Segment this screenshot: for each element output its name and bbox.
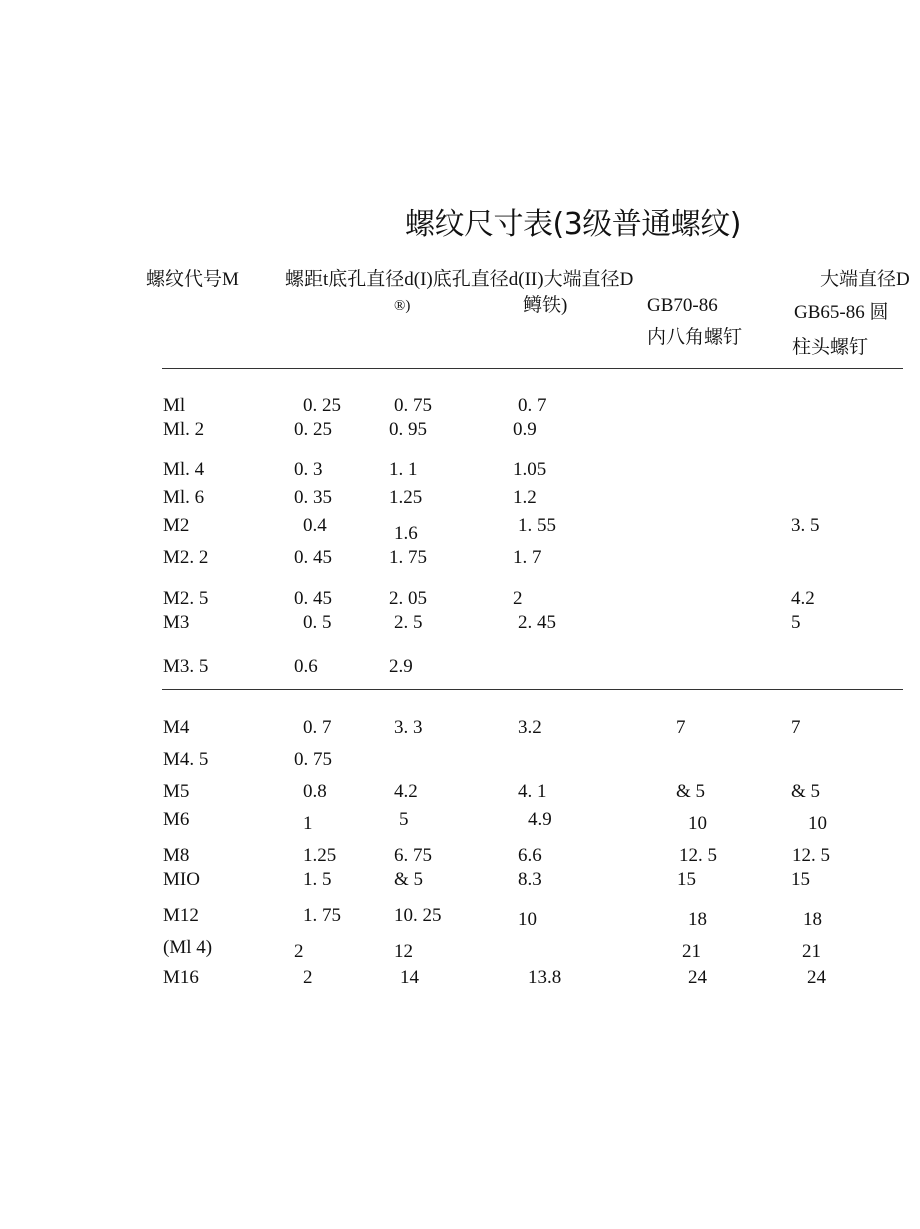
cell-thread-code: M6: [163, 809, 190, 830]
cell-d2: 1.2: [513, 487, 537, 508]
cell-thread-code: MIO: [163, 869, 200, 890]
cell-d2: 8.3: [518, 869, 542, 890]
cell-thread-code: (Ml 4): [163, 937, 213, 958]
cell-d65: 3. 5: [791, 515, 820, 536]
cell-d65: & 5: [791, 781, 821, 802]
cell-pitch: 0. 45: [294, 547, 332, 568]
cell-pitch: 1.25: [303, 845, 337, 866]
cell-d65: 7: [791, 717, 801, 738]
cell-pitch: 0.4: [303, 515, 327, 536]
cell-pitch: 2: [294, 941, 304, 962]
cell-d1: 2. 5: [394, 612, 423, 633]
cell-pitch: 0.6: [294, 656, 318, 677]
cell-d70: 12. 5: [679, 845, 717, 866]
cell-d1: 0. 95: [389, 419, 427, 440]
cell-d1: 12: [394, 941, 413, 962]
header-d1-note: ®): [394, 298, 411, 314]
cell-d65: 12. 5: [792, 845, 830, 866]
cell-thread-code: M4: [163, 717, 190, 738]
header-gb70-standard: GB70-86: [647, 295, 718, 316]
cell-d2: 1. 7: [513, 547, 542, 568]
cell-d1: 6. 75: [394, 845, 432, 866]
cell-pitch: 0. 35: [294, 487, 332, 508]
cell-d1: 2. 05: [389, 588, 427, 609]
cell-d1: 0. 75: [394, 395, 432, 416]
cell-thread-code: M3: [163, 612, 190, 633]
cell-thread-code: M3. 5: [163, 656, 209, 677]
cell-d65: 10: [808, 813, 827, 834]
cell-thread-code: Ml. 2: [163, 419, 205, 440]
cell-d2: 4.9: [528, 809, 552, 830]
cell-pitch: 0. 25: [294, 419, 332, 440]
header-pitch-and-diameters: 螺距t底孔直径d(I)底孔直径d(II)大端直径D: [285, 269, 634, 290]
cell-d1: 10. 25: [394, 905, 442, 926]
cell-d2: 13.8: [528, 967, 562, 988]
cell-thread-code: M2: [163, 515, 190, 536]
cell-thread-code: M2. 5: [163, 588, 209, 609]
cell-pitch: 1: [303, 813, 313, 834]
cell-d2: 1. 55: [518, 515, 556, 536]
cell-pitch: 1. 75: [303, 905, 341, 926]
cell-thread-code: M8: [163, 845, 190, 866]
cell-d65: 18: [803, 909, 822, 930]
cell-pitch: 0. 3: [294, 459, 323, 480]
cell-thread-code: M2. 2: [163, 547, 209, 568]
cell-thread-code: Ml. 6: [163, 487, 205, 508]
cell-thread-code: Ml. 4: [163, 459, 205, 480]
cell-pitch: 2: [303, 967, 313, 988]
cell-d70: 21: [682, 941, 701, 962]
cell-d2: 3.2: [518, 717, 542, 738]
header-gb70-screw-type: 内八角螺钉: [647, 327, 743, 348]
cell-d70: 18: [688, 909, 707, 930]
cell-d65: 15: [791, 869, 810, 890]
cell-d1: 5: [399, 809, 409, 830]
cell-pitch: 0. 7: [303, 717, 332, 738]
cell-thread-code: M4. 5: [163, 749, 209, 770]
cell-thread-code: M5: [163, 781, 190, 802]
cell-pitch: 1. 5: [303, 869, 332, 890]
cell-d1: 14: [400, 967, 419, 988]
cell-pitch: 0. 25: [303, 395, 341, 416]
cell-d2: 1.05: [513, 459, 547, 480]
header-d2-note: 鳟铁): [523, 295, 568, 316]
cell-thread-code: M16: [163, 967, 199, 988]
cell-d70: 10: [688, 813, 707, 834]
cell-d1: 4.2: [394, 781, 418, 802]
cell-d1: 1.6: [394, 523, 418, 544]
header-major-diameter-d65: 大端直径D: [820, 269, 910, 290]
page-title: 螺纹尺寸表(3级普通螺纹): [405, 207, 741, 242]
cell-pitch: 0. 5: [303, 612, 332, 633]
header-gb65-standard: GB65-86 圆: [794, 302, 889, 323]
header-thread-code: 螺纹代号M: [146, 269, 239, 290]
divider-group: [162, 689, 903, 690]
cell-pitch: 0. 75: [294, 749, 332, 770]
cell-d70: 24: [688, 967, 707, 988]
header-gb65-screw-type: 柱头螺钉: [792, 337, 869, 358]
cell-d2: 2. 45: [518, 612, 556, 633]
cell-d2: 0.9: [513, 419, 537, 440]
divider-header: [162, 368, 903, 369]
cell-d2: 0. 7: [518, 395, 547, 416]
cell-d70: & 5: [676, 781, 706, 802]
cell-d65: 21: [802, 941, 821, 962]
cell-d2: 4. 1: [518, 781, 547, 802]
cell-d65: 24: [807, 967, 826, 988]
cell-d1: 2.9: [389, 656, 413, 677]
cell-d2: 6.6: [518, 845, 542, 866]
cell-d1: 3. 3: [394, 717, 423, 738]
cell-d1: 1. 75: [389, 547, 427, 568]
cell-thread-code: M12: [163, 905, 199, 926]
cell-d65: 5: [791, 612, 801, 633]
cell-d1: & 5: [394, 869, 424, 890]
cell-d2: 2: [513, 588, 523, 609]
cell-d70: 15: [677, 869, 696, 890]
cell-d1: 1. 1: [389, 459, 418, 480]
cell-d2: 10: [518, 909, 537, 930]
cell-pitch: 0. 45: [294, 588, 332, 609]
cell-d70: 7: [676, 717, 686, 738]
cell-thread-code: Ml: [163, 395, 186, 416]
cell-d65: 4.2: [791, 588, 815, 609]
cell-pitch: 0.8: [303, 781, 327, 802]
cell-d1: 1.25: [389, 487, 423, 508]
